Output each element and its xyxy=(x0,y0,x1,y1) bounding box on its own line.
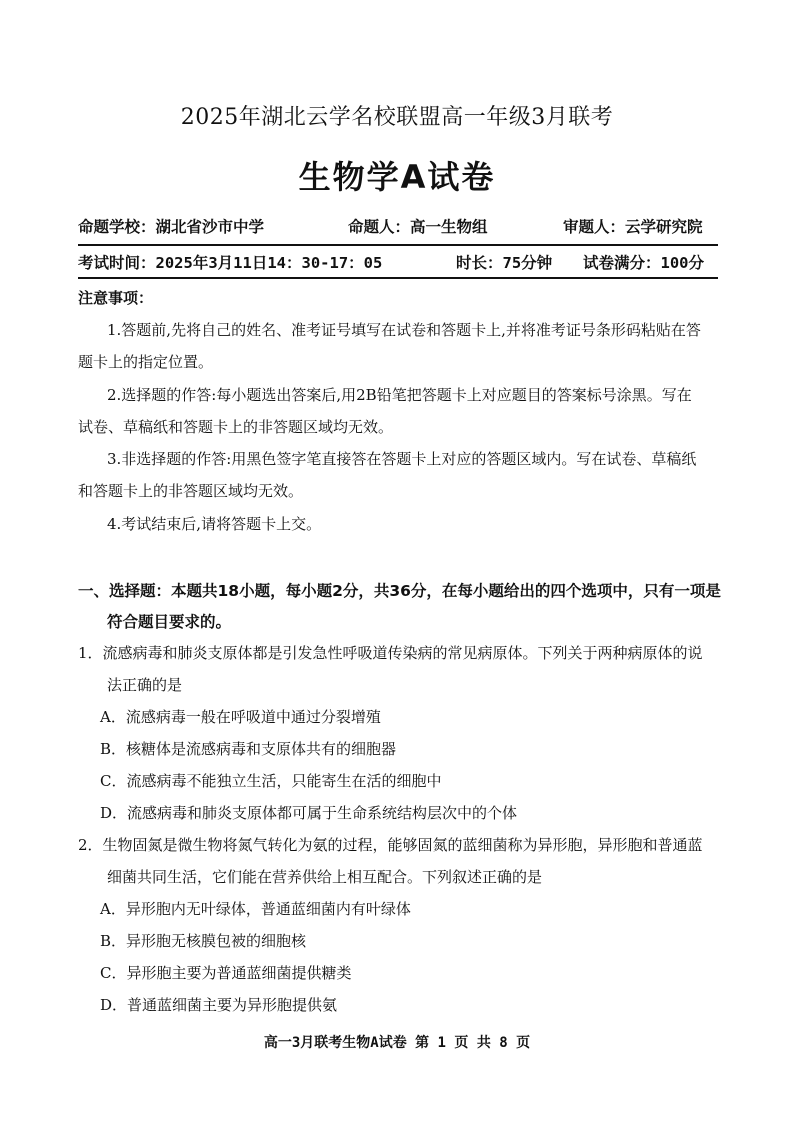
q2-option-d: D．普通蓝细菌主要为异形胞提供氨 xyxy=(100,996,338,1014)
full-score: 试卷满分：100分 xyxy=(583,254,704,272)
setting-author: 命题人：高一生物组 xyxy=(348,218,488,236)
section-1-heading-cont: 符合题目要求的。 xyxy=(107,613,232,631)
note-4: 4.考试结束后,请将答题卡上交。 xyxy=(107,515,322,533)
q1-option-b: B．核糖体是流感病毒和支原体共有的细胞器 xyxy=(100,740,397,758)
setting-school: 命题学校：湖北省沙市中学 xyxy=(78,218,265,236)
q2-stem-line-2: 细菌共同生活，它们能在营养供给上相互配合。下列叙述正确的是 xyxy=(107,868,543,886)
note-2-line-2: 试卷、草稿纸和答题卡上的非答题区域均无效。 xyxy=(78,418,394,436)
rule-bottom xyxy=(78,277,718,279)
notes-title: 注意事项： xyxy=(78,289,154,307)
q2-option-b: B．异形胞无核膜包被的细胞核 xyxy=(100,932,307,950)
section-1-heading: 一、选择题：本题共18小题，每小题2分，共36分，在每小题给出的四个选项中，只有一项是 xyxy=(78,582,721,600)
paper-title: 生物学A试卷 xyxy=(298,158,496,196)
exam-time: 考试时间：2025年3月11日14：30-17：05 xyxy=(78,254,383,272)
q1-option-a: A．流感病毒一般在呼吸道中通过分裂增殖 xyxy=(100,708,381,726)
note-1-line-2: 题卡上的指定位置。 xyxy=(78,353,214,371)
note-1-line-1: 1.答题前,先将自己的姓名、准考证号填写在试卷和答题卡上,并将准考证号条形码粘贴在答 xyxy=(107,321,701,339)
q1-stem-line-2: 法正确的是 xyxy=(107,676,183,694)
q2-stem-line-1: 2．生物固氮是微生物将氮气转化为氨的过程，能够固氮的蓝细菌称为异形胞，异形胞和普通蓝 xyxy=(78,836,703,854)
reviewer: 审题人：云学研究院 xyxy=(563,218,703,236)
q1-option-d: D．流感病毒和肺炎支原体都可属于生命系统结构层次中的个体 xyxy=(100,804,518,822)
note-2-line-1: 2.选择题的作答:每小题选出答案后,用2B铅笔把答题卡上对应题目的答案标号涂黑。写在 xyxy=(107,386,692,404)
q2-option-a: A．异形胞内无叶绿体，普通蓝细菌内有叶绿体 xyxy=(100,900,411,918)
q1-stem-line-1: 1．流感病毒和肺炎支原体都是引发急性呼吸道传染病的常见病原体。下列关于两种病原体的说 xyxy=(78,644,703,662)
note-3-line-2: 和答题卡上的非答题区域均无效。 xyxy=(78,482,304,500)
exam-title: 2025年湖北云学名校联盟高一年级3月联考 xyxy=(180,105,614,130)
exam-duration: 时长：75分钟 xyxy=(456,254,553,272)
q1-option-c: C．流感病毒不能独立生活，只能寄生在活的细胞中 xyxy=(100,772,442,790)
rule-top xyxy=(78,244,718,246)
note-3-line-1: 3.非选择题的作答:用黑色签字笔直接答在答题卡上对应的答题区域内。写在试卷、草稿纸 xyxy=(107,450,697,468)
q2-option-c: C．异形胞主要为普通蓝细菌提供糖类 xyxy=(100,964,352,982)
page-footer: 高一3月联考生物A试卷 第 1 页 共 8 页 xyxy=(263,1035,531,1051)
